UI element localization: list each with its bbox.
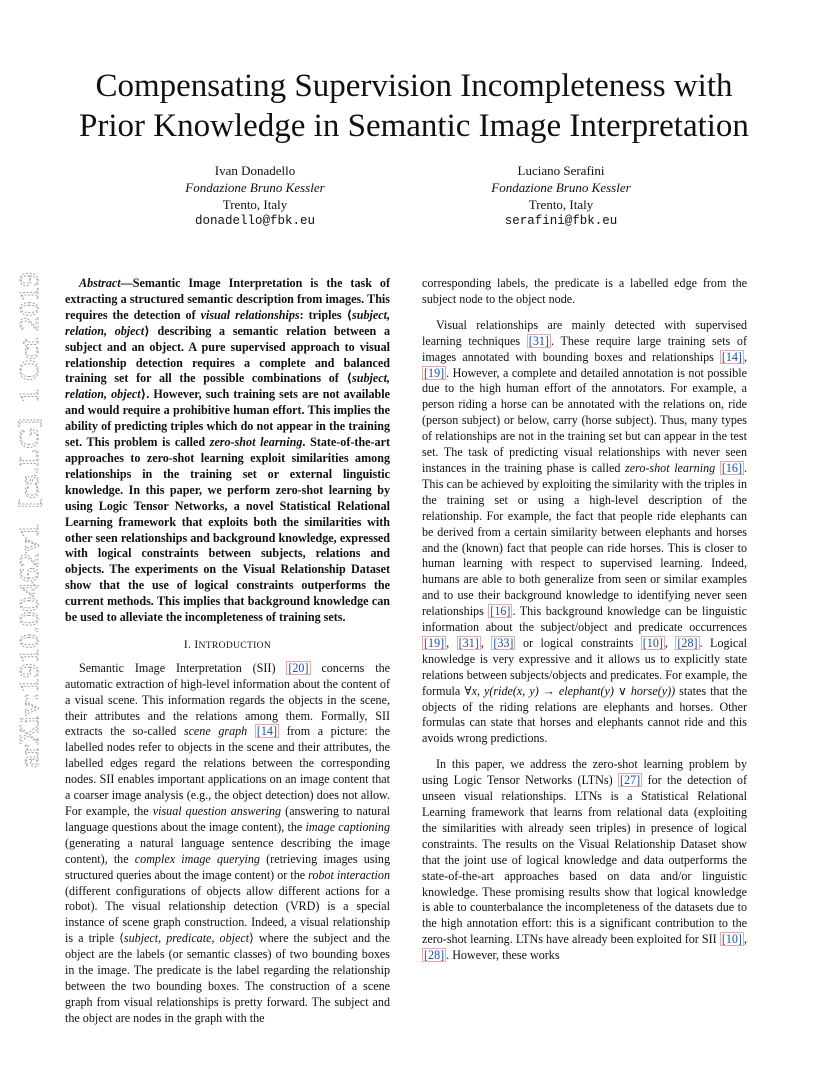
abstract-emphasis: visual relationships [200, 307, 300, 322]
text: (answering to natural language questions about the image content), the [65, 804, 390, 834]
section-title-rest: NTRODUCTION [198, 639, 272, 651]
abstract-text: ⟩. However, such training sets are not available and would require a prohibitive human effort. This implies the ability of predicting triples which do not appear in the training set. This problem is called [65, 387, 390, 450]
text: states that the objects of the riding relations are elephants and horses. Other formulas can state that horses and elephants cannot ride and this avoids wrong predictions. [422, 683, 747, 746]
author-name: Luciano Serafini [517, 163, 605, 178]
left-column [65, 276, 390, 1027]
citation-link[interactable]: [14] [721, 349, 742, 364]
citation-link[interactable]: [33] [493, 635, 514, 650]
author-block-2 [436, 162, 686, 230]
section-initial: I [194, 638, 199, 651]
text: . However, a complete and detailed annotation is not possible due to the high human effort of the annotators. For example, a person riding a horse can be annotated with the relations on, ride (person subject) or below, carry (horse subject). Thus, many types of relationships are not in the training set but can appear in the test set. The task of predicting visual relationships with never seen instances in the training phase is called [422, 365, 747, 475]
emphasis: visual question answering [152, 804, 282, 818]
right-column [422, 276, 747, 964]
text: . However, these works [446, 948, 560, 963]
emphasis: zero-shot learning [625, 460, 716, 475]
abstract-text: —Semantic Image Interpretation is the task of extracting a structured semantic description from images. This requires the detection of [65, 276, 390, 322]
right-paragraph-1 [422, 318, 747, 747]
text: concerns the automatic extraction of high-level information about the content of a visual scene. This information regards the objects in the scene, their attributes and the relations among them. Formally, SII extracts the so-called [65, 660, 390, 739]
text: . These require large training sets of images annotated with bounding boxes and relationships [422, 333, 747, 364]
citation-link[interactable]: [10] [642, 635, 663, 650]
right-paragraph-2 [422, 757, 747, 964]
text: Visual relationships are mainly detected with supervised learning techniques [422, 317, 747, 348]
text: . This background knowledge can be linguistic information about the subject/object and predicate occurrences [422, 604, 747, 635]
emphasis: complex image querying [134, 851, 260, 866]
abstract-text: . State-of-the-art approaches to zero-shot learning exploit similarities among relationships in the training set or external linguistic knowledge. In this paper, we perform zero-shot learning by using Logic Tensor Networks, a novel Statistical Relational Learning framework that exploits both the similarities with other seen relationships and background knowledge, expressed with logical constraints between subjects, relations and objects. The experiments on the Visual Relationship Dataset show that the use of logical constraints outperforms the current methods. This implies that background knowledge can be used to alleviate the incompleteness of training sets. [65, 435, 391, 625]
title-line-2: Prior Knowledge in Semantic Image Interpretation [79, 108, 749, 144]
text: (different configurations of objects allow different actions for a robot). The visual relationship detection (VRD) is a special instance of scene graph construction. Indeed, a visual relationship is a triple ⟨ [65, 883, 390, 946]
citation-link[interactable]: [27] [620, 773, 641, 788]
text: . This can be achieved by exploiting the similarity with the triples in the training set or using a high-level description of the relationship. For example, the fact that people ride elephants can be derived from a certain similarity between elephants and horses and the (known) fact that people can ride horses. This is closer to human learning with respect to supervised learning. Indeed, humans are able to both generalize from seen or similar examples and to use their background knowledge to identifying never seen relationships [422, 460, 748, 619]
text: (retrieving images using structured queries about the image content) or the [65, 851, 390, 882]
author-location: Trento, Italy [222, 197, 288, 212]
citation-link[interactable]: [31] [528, 333, 549, 348]
emphasis: robot interaction [308, 867, 390, 882]
abstract-text: : triples ⟨ [299, 307, 353, 322]
abstract-emphasis: subject, relation, object [65, 371, 390, 402]
abstract-emphasis: subject, relation, object [65, 307, 390, 338]
arxiv-identifier-stamp [14, 268, 44, 768]
text: , [480, 635, 492, 650]
paper-title [50, 66, 778, 146]
text: . Logical knowledge is very expressive and it allows us to explicitly state relations between subjects/objects and predicates. For example, the formula [422, 635, 747, 698]
arxiv-id-text: arXiv:1910.00462v1 [cs.LG] 1 Oct 2019 [14, 313, 44, 768]
text: In this paper, we address the zero-shot learning problem by using Logic Tensor Networks (LTNs) [422, 757, 747, 788]
intro-paragraph-1 [65, 661, 390, 1027]
abstract-emphasis: zero-shot learning [209, 435, 303, 450]
text [247, 724, 255, 738]
author-location: Trento, Italy [528, 197, 594, 212]
author-email: serafini@fbk.eu [504, 214, 618, 228]
text: , [743, 932, 747, 947]
citation-link[interactable]: [20] [288, 660, 309, 675]
citation-link[interactable]: [28] [677, 635, 698, 650]
title-line-1: Compensating Supervision Incompleteness with [95, 68, 733, 104]
abstract-label: Abstract [79, 276, 121, 290]
citation-link[interactable]: [16] [490, 604, 511, 619]
emphasis: image captioning [305, 819, 391, 834]
math-expression: subject, predicate, object [123, 931, 250, 946]
section-number: I. [183, 638, 192, 651]
section-heading [65, 638, 390, 654]
citation-link[interactable]: [19] [424, 635, 445, 650]
author-affiliation: Fondazione Bruno Kessler [185, 180, 325, 195]
text: , [446, 635, 457, 650]
citation-link[interactable]: [28] [424, 948, 445, 963]
abstract [65, 276, 390, 626]
abstract-text: ⟩ describing a semantic relation between a subject and an object. A pure supervised approach to visual relationship detection requires a complete and balanced training set for all the possible combinations of ⟨ [65, 323, 390, 386]
text: ⟩ where the subject and the object are the labels (or semantic classes) of two bounding boxes in the image. The predicate is the label regarding the relationship between the two bounding boxes. The construction of a scene graph from visual relationships is pretty forward. The subject and the object are nodes in the graph with the [65, 931, 390, 1025]
text: (generating a natural language sentence describing the image content), the [65, 835, 390, 866]
author-block-1 [130, 162, 380, 230]
text: or logical constraints [515, 635, 641, 650]
author-affiliation: Fondazione Bruno Kessler [491, 180, 631, 195]
math-formula: ∀x, y(ride(x, y) → elephant(y) ∨ horse(y)) [464, 683, 676, 698]
emphasis: scene graph [183, 724, 248, 739]
text: , [664, 635, 676, 650]
citation-link[interactable]: [19] [424, 365, 445, 380]
citation-link[interactable]: [16] [721, 460, 742, 475]
text: Semantic Image Interpretation (SII) [79, 660, 287, 675]
citation-link[interactable]: [31] [458, 635, 479, 650]
text: for the detection of unseen visual relationships. LTNs is a Statistical Relational Learning framework that learns from relational data (exploiting the similarities with already seen triples) in presence of logical constraints. The results on the Visual Relationship Dataset show that the joint use of logical knowledge and data outperforms the state-of-the-art approaches based on data and/or linguistic knowledge. These promising results show that logical knowledge is able to counterbalance the incompleteness of the datasets due to the high annotation effort: this is a significant contribution to the zero-shot learning. LTNs have already been exploited for SII [422, 773, 747, 947]
author-email: donadello@fbk.eu [194, 214, 316, 228]
author-name: Ivan Donadello [214, 163, 296, 178]
citation-link[interactable]: [10] [721, 932, 742, 947]
text: from a picture: the labelled nodes refer to objects in the scene and their attributes, the labelled edges regard the relations between the corresponding nodes. SII enables important applications on an image content that a coarser image analysis (e.g., the object detection) does not allow. For example, the [65, 724, 390, 818]
citation-link[interactable]: [14] [256, 724, 277, 739]
text: , [743, 349, 747, 364]
right-paragraph-0: corresponding labels, the predicate is a labelled edge from the subject node to the object node. [422, 276, 747, 306]
